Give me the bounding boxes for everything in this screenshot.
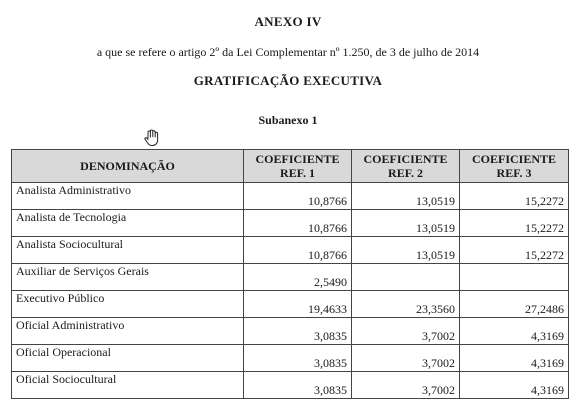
cell-ref2 [352,264,460,291]
cell-denominacao: Oficial Administrativo [12,318,244,345]
cell-ref2: 3,7002 [352,372,460,399]
annex-subtitle: a que se refere o artigo 2º da Lei Complementar nº 1.250, de 3 de julho de 2014 [96,45,480,59]
annex-title: ANEXO IV [254,14,322,29]
table-row [12,210,569,237]
cell-denominacao: Analista de Tecnologia [12,210,244,237]
section-heading: GRATIFICAÇÃO EXECUTIVA [193,73,383,88]
cell-ref1: 10,8766 [244,183,352,210]
column-header-ref1: COEFICIENTE REF. 1 [244,150,352,183]
cell-ref2: 3,7002 [352,318,460,345]
cell-denominacao: Oficial Operacional [12,345,244,372]
column-header-ref2: COEFICIENTE REF. 2 [352,150,460,183]
table-row [12,345,569,372]
cell-ref3: 15,2272 [460,210,569,237]
cell-denominacao: Analista Administrativo [12,183,244,210]
cell-denominacao: Executivo Público [12,291,244,318]
cell-ref3: 15,2272 [460,237,569,264]
cell-ref2: 23,3560 [352,291,460,318]
cell-ref1: 10,8766 [244,210,352,237]
cell-ref2: 13,0519 [352,183,460,210]
cell-ref1: 19,4633 [244,291,352,318]
cell-ref1: 3,0835 [244,318,352,345]
column-header-denominacao: DENOMINAÇÃO [12,150,244,183]
subanexo-label: Subanexo 1 [258,113,318,127]
cell-denominacao: Analista Sociocultural [12,237,244,264]
coefficients-table [11,149,569,399]
table-header-row [12,150,569,183]
cell-ref1: 10,8766 [244,237,352,264]
table-row [12,264,569,291]
cell-ref3: 15,2272 [460,183,569,210]
table-row [12,372,569,399]
table-row [12,183,569,210]
cell-ref1: 3,0835 [244,372,352,399]
cell-ref3: 4,3169 [460,345,569,372]
cell-ref2: 3,7002 [352,345,460,372]
cell-ref3: 4,3169 [460,318,569,345]
cell-denominacao: Oficial Sociocultural [12,372,244,399]
cell-ref3 [460,264,569,291]
cell-ref2: 13,0519 [352,210,460,237]
table-row [12,237,569,264]
hand-pointer-icon [143,129,161,147]
table-row [12,318,569,345]
cell-denominacao: Auxiliar de Serviços Gerais [12,264,244,291]
cell-ref1: 3,0835 [244,345,352,372]
cell-ref3: 27,2486 [460,291,569,318]
cell-ref3: 4,3169 [460,372,569,399]
cell-ref1: 2,5490 [244,264,352,291]
cell-ref2: 13,0519 [352,237,460,264]
column-header-ref3: COEFICIENTE REF. 3 [460,150,569,183]
table-row [12,291,569,318]
